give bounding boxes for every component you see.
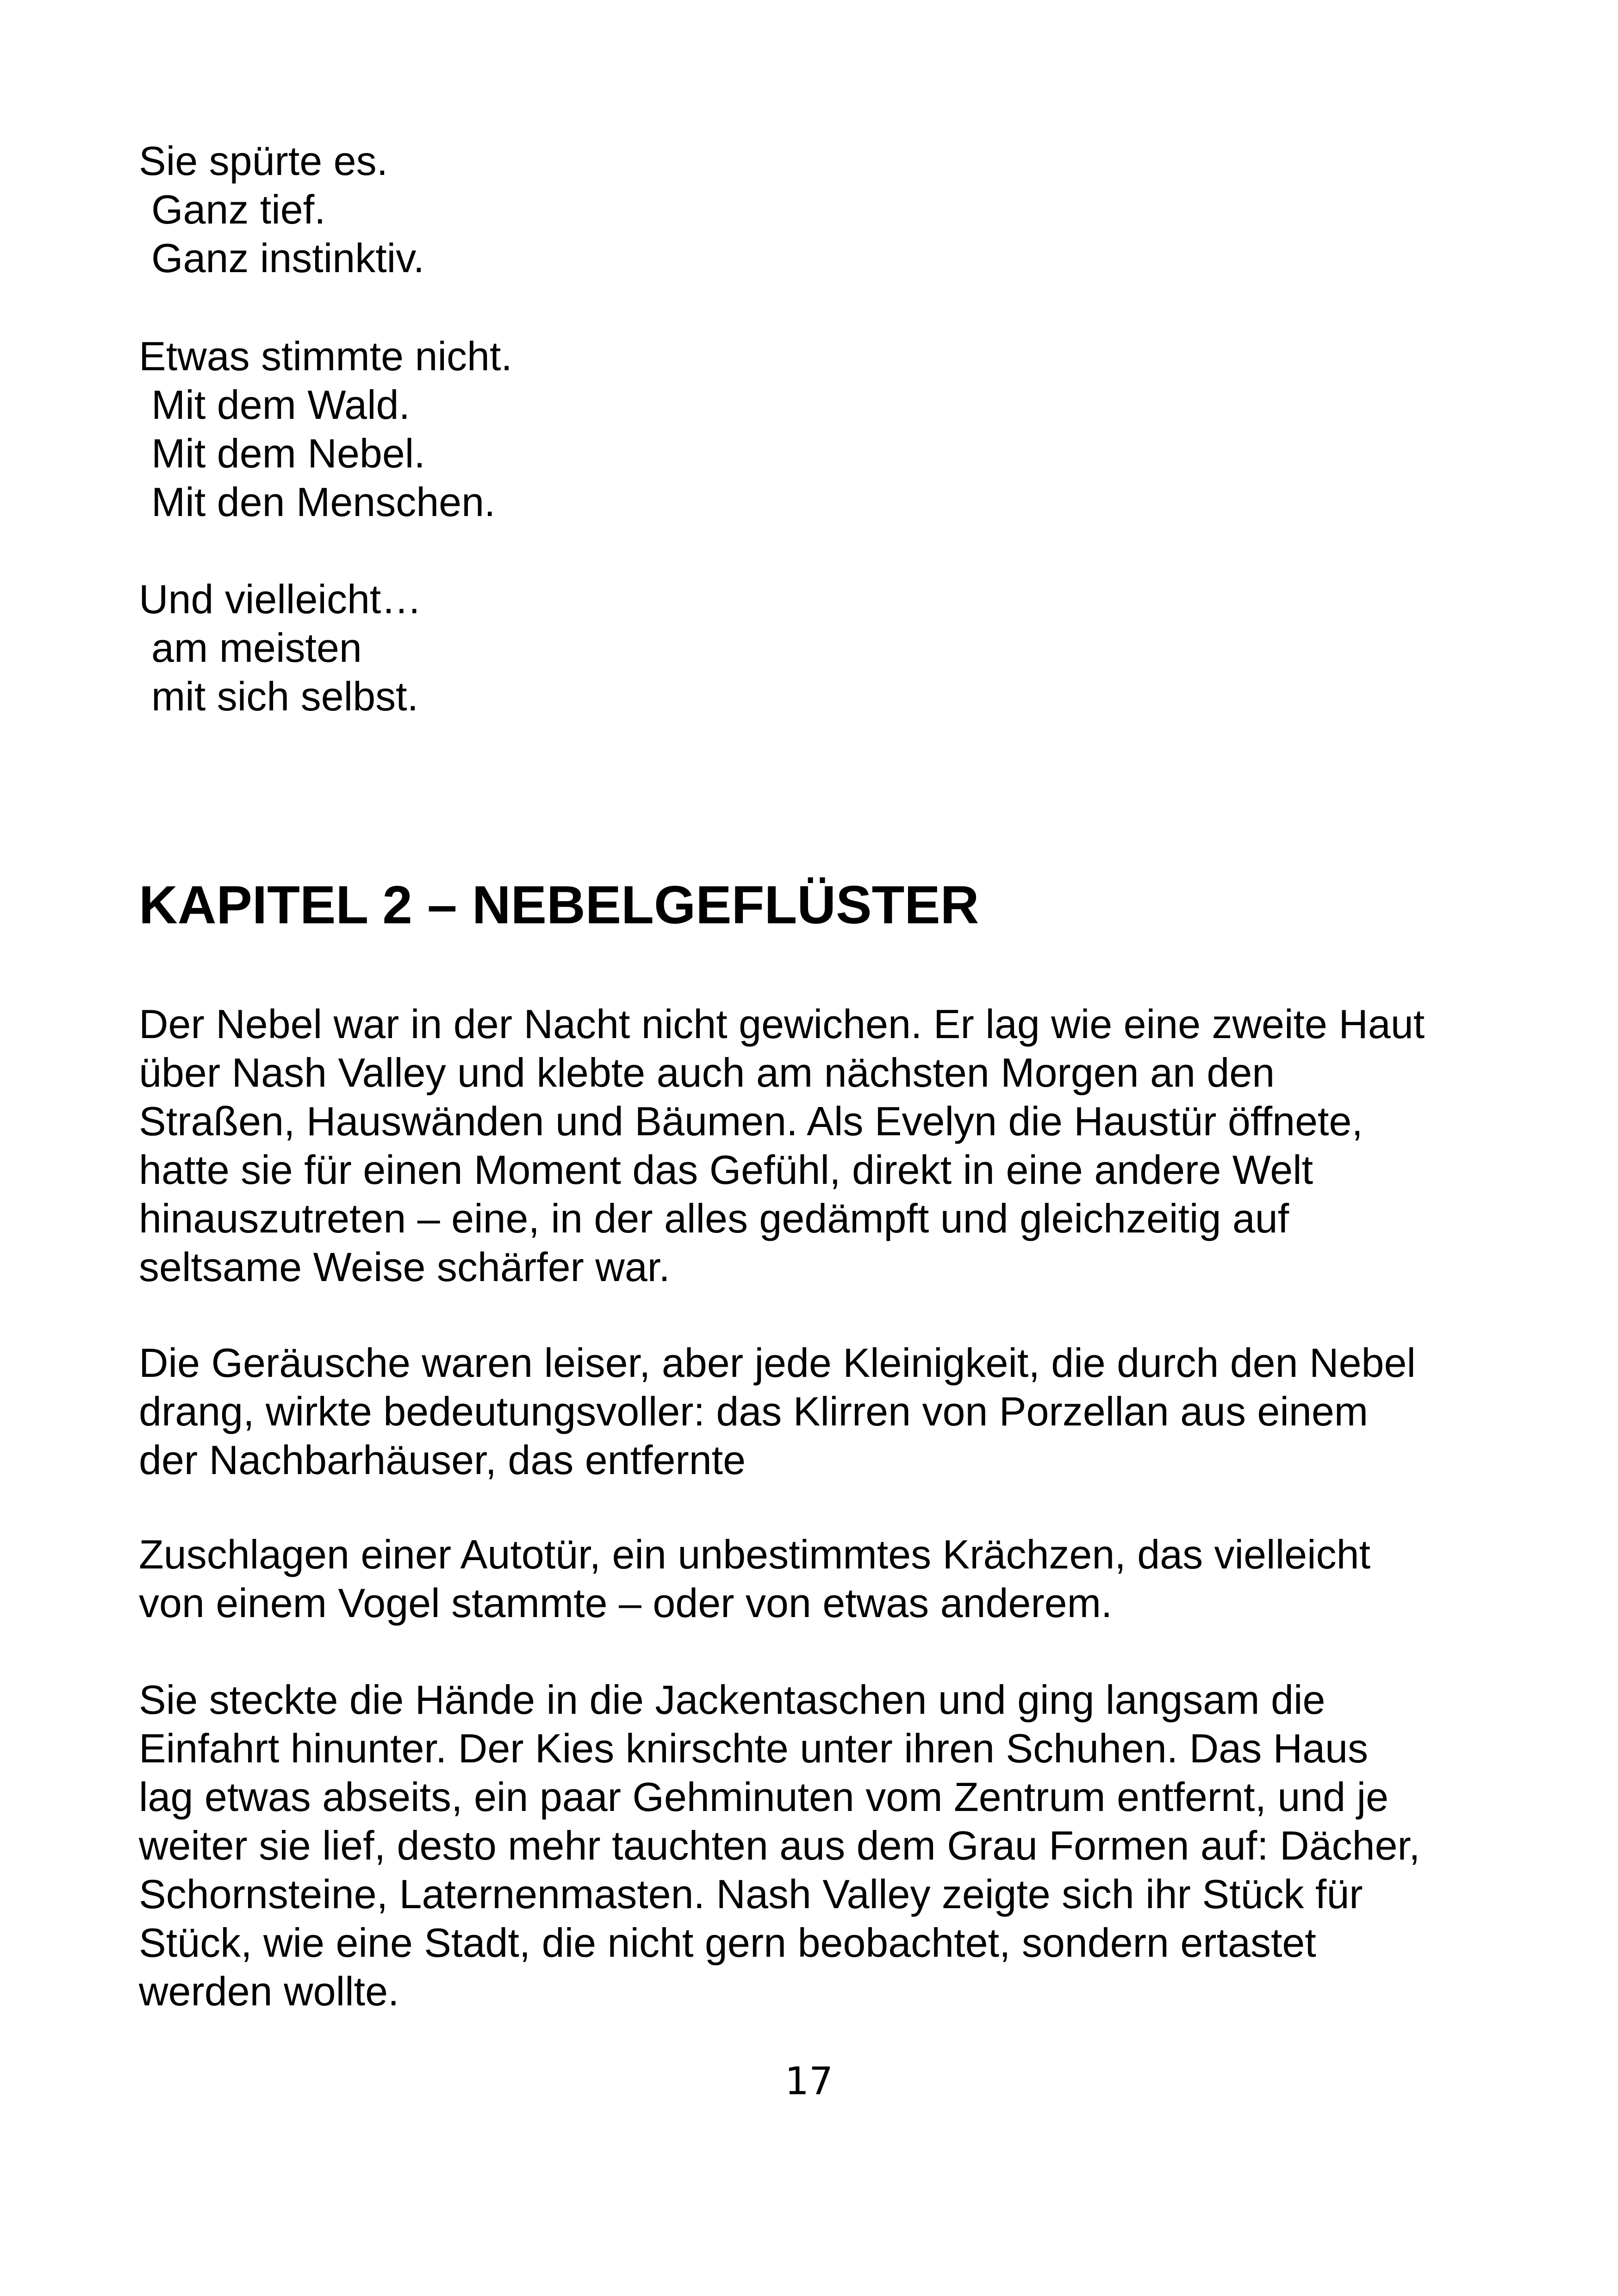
page-number: 17 [784,2060,834,2103]
paragraph-line: lag etwas abseits, ein paar Gehminuten vom Zentrum entfernt, und je [139,1774,1389,1820]
paragraph-line: Zuschlagen einer Autotür, ein unbestimmtes Krächzen, das vielleicht [139,1531,1371,1577]
paragraph-line: Der Nebel war in der Nacht nicht gewichen. Er lag wie eine zweite Haut [139,1001,1425,1047]
paragraph-line: Stück, wie eine Stadt, die nicht gern beobachtet, sondern ertastet [139,1920,1316,1966]
poem-line: Etwas stimmte nicht. [139,333,512,379]
paragraph-1 [139,1000,1490,1291]
poem-line: mit sich selbst. [151,673,419,719]
paragraph-line: hinauszutreten – eine, in der alles gedämpft und gleichzeitig auf [139,1195,1289,1241]
poem-stanza-1 [139,137,1490,282]
paragraph-4 [139,1675,1490,2016]
paragraph-2 [139,1338,1490,1484]
poem-line: Sie spürte es. [139,138,388,184]
chapter-title: KAPITEL 2 – NEBELGEFLÜSTER [139,875,979,935]
paragraph-line: hatte sie für einen Moment das Gefühl, direkt in eine andere Welt [139,1147,1313,1193]
paragraph-line: Sie steckte die Hände in die Jackentaschen und ging langsam die [139,1677,1326,1723]
poem-line: Mit dem Wald. [151,382,411,428]
paragraph-line: weiter sie lief, desto mehr tauchten aus dem Grau Formen auf: Dächer, [139,1823,1420,1868]
paragraph-line: Die Geräusche waren leiser, aber jede Kleinigkeit, die durch den Nebel [139,1340,1416,1386]
poem-line: Ganz tief. [151,187,326,232]
paragraph-line: seltsame Weise schärfer war. [139,1244,670,1290]
paragraph-line: Schornsteine, Laternenmasten. Nash Valley zeigte sich ihr Stück für [139,1871,1363,1917]
poem-line: Mit dem Nebel. [151,430,425,476]
paragraph-3 [139,1530,1490,1627]
paragraph-line: drang, wirkte bedeutungsvoller: das Klirren von Porzellan aus einem [139,1388,1369,1434]
paragraph-line: Straßen, Hauswänden und Bäumen. Als Evelyn die Haustür öffnete, [139,1098,1363,1144]
paragraph-line: werden wollte. [139,1968,399,2014]
paragraph-line: über Nash Valley und klebte auch am nächsten Morgen an den [139,1050,1275,1095]
poem-stanza-3 [139,575,1490,721]
paragraph-line: Einfahrt hinunter. Der Kies knirschte unter ihren Schuhen. Das Haus [139,1725,1369,1771]
poem-stanza-2 [139,332,1490,526]
paragraph-line: von einem Vogel stammte – oder von etwas anderem. [139,1580,1113,1626]
poem-line: Ganz instinktiv. [151,235,425,281]
poem-line: Und vielleicht… [139,576,422,622]
poem-line: am meisten [151,625,362,671]
poem-line: Mit den Menschen. [151,479,496,525]
paragraph-line: der Nachbarhäuser, das entfernte [139,1437,746,1483]
